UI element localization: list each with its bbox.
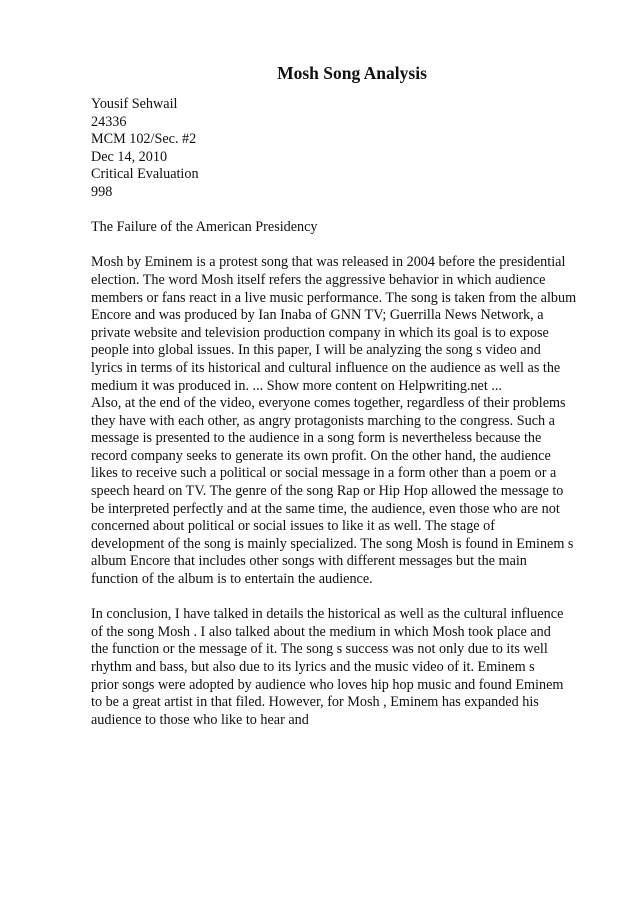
date: Dec 14, 2010 [91,148,168,165]
paragraph-line: the function or the message of it. The song s success was not only due to its well [91,641,548,658]
paragraph-line: Encore and was produced by Ian Inaba of GNN TV; Guerrilla News Network, a [91,307,544,324]
paragraph-line: election. The word Mosh itself refers the aggressive behavior in which audience [91,271,546,288]
paragraph-line: private website and television production company in which its goal is to expose [91,324,549,341]
paragraph-line: lyrics in terms of its historical and cultural influence on the audience as well as the [91,359,561,376]
paragraph-line: speech heard on TV. The genre of the song Rap or Hip Hop allowed the message to [91,483,564,500]
paragraph-line: members or fans react in a live music performance. The song is taken from the album [91,289,577,306]
paragraph-line: medium it was produced in. ... Show more content on Helpwriting.net ... [91,377,502,394]
assignment-type: Critical Evaluation [91,166,199,183]
document-title: Mosh Song Analysis [277,63,427,83]
paragraph-line: function of the album is to entertain the audience. [91,571,373,588]
paragraph-line: people into global issues. In this paper, I will be analyzing the song s video and [91,342,541,359]
document-page [91,62,601,729]
paragraph-line: rhythm and bass, but also due to its lyrics and the music video of it. Eminem s [91,659,535,675]
paragraph-line: In conclusion, I have talked in details the historical as well as the cultural influence [91,606,564,623]
paragraph-conclusion [91,606,601,729]
paragraph-line: record company seeks to generate its own profit. On the other hand, the audience [91,447,551,464]
word-count: 998 [91,183,113,200]
paragraph-line: Mosh by Eminem is a protest song that was released in 2004 before the presidential [91,254,566,271]
student-id: 24336 [91,113,127,130]
paragraph-line: prior songs were adopted by audience who loves hip hop music and found Eminem [91,676,564,693]
essay-subtitle: The Failure of the American Presidency [91,219,318,236]
course-section: MCM 102/Sec. #2 [91,131,197,148]
spacer [91,237,601,255]
author-name: Yousif Sehwail [91,96,178,112]
paragraph-body [91,254,601,588]
paragraph-line: audience to those who like to hear and [91,711,309,728]
paragraph-line: to be a great artist in that filed. However, for Mosh , Eminem has expanded his [91,694,539,711]
spacer [91,202,601,220]
paragraph-line: be interpreted perfectly and at the same time, the audience, even those who are not [91,500,560,517]
paragraph-line: concerned about political or social issues to like it as well. The stage of [91,518,495,535]
author-meta [91,96,601,202]
paragraph-line: of the song Mosh . I also talked about the medium in which Mosh took place and [91,623,551,640]
spacer [91,589,601,607]
paragraph-line: album Encore that includes other songs with different messages but the main [91,553,527,570]
paragraph-line: Also, at the end of the video, everyone comes together, regardless of their problems [91,395,566,412]
paragraph-line: likes to receive such a political or social message in a form other than a poem or a [91,465,557,482]
paragraph-line: they have with each other, as angry protagonists marching to the congress. Such a [91,412,555,429]
paragraph-line: message is presented to the audience in a song form is nevertheless because the [91,430,542,447]
paragraph-line: development of the song is mainly specialized. The song Mosh is found in Eminem s [91,535,574,552]
